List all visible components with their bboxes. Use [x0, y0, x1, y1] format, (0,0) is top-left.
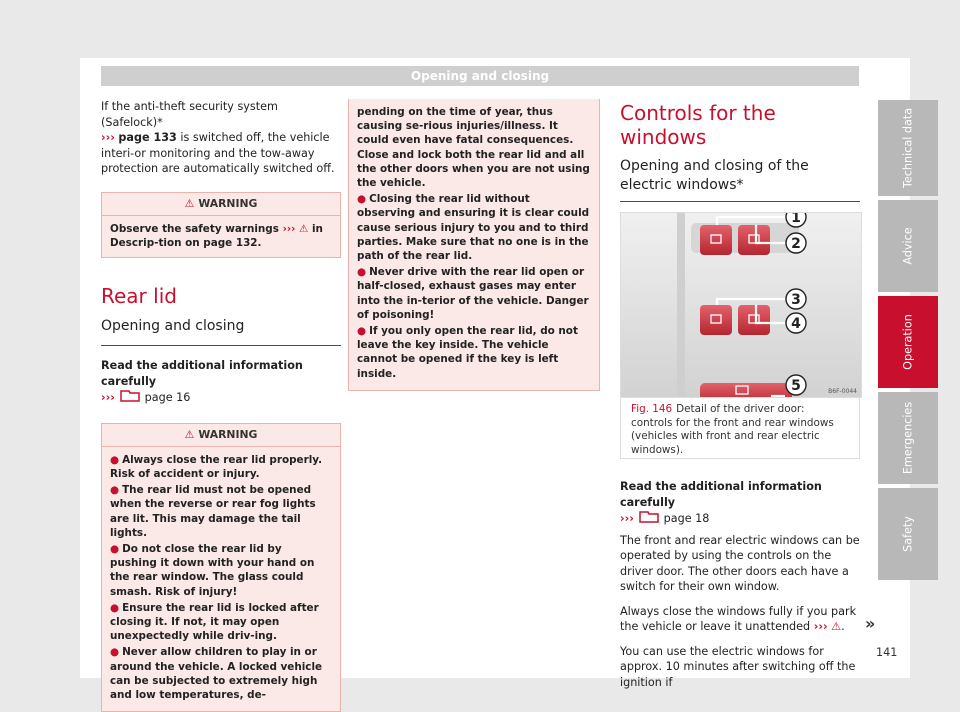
book-icon: [119, 389, 141, 403]
bullet-icon: ●: [110, 453, 120, 466]
warning-item: [110, 453, 332, 481]
warning-body: [102, 447, 340, 711]
warning-item-text: Always close the rear lid properly. Risk of accident or injury.: [110, 453, 323, 481]
read-more-text: Read the additional information carefully: [620, 480, 822, 509]
read-more-paragraph: [101, 358, 341, 406]
arrows-icon: ›››: [620, 512, 634, 525]
warning-item: [110, 542, 332, 599]
section-divider: [101, 345, 341, 346]
front-left-window-switch: [700, 225, 732, 255]
figure-caption-text: Detail of the driver door: controls for the front and rear windows (vehicles with front and rear electric windows).: [631, 403, 834, 456]
bullet-icon: ●: [110, 543, 120, 556]
body-paragraph-1: The front and rear electric windows can be operated by using the controls on the driver door. The other doors each have a switch for their own window.: [620, 533, 860, 593]
warning-box-1: [101, 192, 341, 259]
warning-header: [102, 193, 340, 216]
warning-item: [110, 483, 332, 540]
body-paragraph-2: Always close the windows fully if you park the vehicle or leave it unattended ››› ⚠.: [620, 604, 857, 633]
bullet-icon: ●: [110, 646, 120, 659]
read-more-paragraph: [620, 479, 860, 527]
warning-continued-text: pending on the time of year, thus causing se-rious injuries/illness. It could even have fatal consequences. Close and lock both the rear lid and all the other doors when you are not using the vehicle.: [357, 106, 590, 190]
window-controls-illustration: [621, 213, 861, 397]
warning-item-text: The rear lid must not be opened when the reverse or rear fog lights are lit. This may damage the tail lights.: [110, 484, 316, 539]
tab-advice[interactable]: Advice: [878, 200, 938, 292]
callout-1: 1: [791, 213, 801, 226]
warning-item: [110, 601, 332, 644]
figure-caption-box: [620, 398, 860, 459]
warning-triangle-icon: ⚠: [184, 427, 195, 441]
warning-text-a: Observe the safety warnings: [110, 222, 279, 235]
bullet-icon: ●: [357, 325, 367, 338]
body-paragraph-2-text: Always close the windows fully if you park the vehicle or leave it unattended: [620, 604, 857, 633]
bullet-icon: ●: [110, 601, 120, 614]
warning-title: WARNING: [198, 427, 258, 441]
figure-code: B6F-0044: [828, 388, 857, 395]
column-left: [101, 99, 341, 712]
rear-right-window-switch: [738, 305, 770, 335]
warning-body: [349, 99, 599, 390]
header-title: Opening and closing: [410, 69, 550, 83]
bullet-icon: ●: [357, 193, 367, 206]
callout-4: 4: [791, 316, 801, 332]
bullet-icon: ●: [357, 266, 367, 279]
warning-title: WARNING: [198, 196, 258, 210]
callout-2: 2: [791, 236, 801, 252]
bullet-icon: ●: [110, 484, 120, 497]
figure-caption: [621, 398, 859, 457]
warning-item: [357, 324, 591, 381]
warning-header: [102, 424, 340, 447]
page-reference-link[interactable]: page 133: [118, 131, 177, 144]
warning-item: [357, 265, 591, 322]
warning-text-b: in Descrip-tion on page 132.: [110, 222, 323, 249]
intro-paragraph: [101, 99, 341, 177]
column-right: [620, 99, 860, 690]
book-icon: [638, 510, 660, 524]
figure-label: Fig. 146: [631, 403, 673, 415]
warning-item-text: Never drive with the rear lid open or half-closed, exhaust gases may enter into the in-terior of the vehicle. Danger of poisoning!: [357, 266, 589, 321]
continue-icon: »: [865, 614, 876, 633]
section-title-windows: Controls for the windows: [620, 101, 776, 149]
tab-technical-data[interactable]: Technical data: [878, 100, 938, 196]
warning-item-text: Do not close the rear lid by pushing it down with your hand on the rear window. The glass could smash. Risk of injury!: [110, 543, 315, 598]
arrows-icon: ›››: [813, 620, 828, 633]
intro-text-b: is switched off, the vehicle interi-or monitoring and the tow-away protection are automatically switched off.: [101, 131, 335, 175]
intro-text-a: If the anti-theft security system (Safelock)*: [101, 100, 278, 129]
section-divider: [620, 201, 860, 202]
warning-item-text: Closing the rear lid without observing and ensuring it is clear could cause serious injury to you and to third parties. Make sure that no one is in the path of the rear lid.: [357, 193, 590, 263]
warning-box-continued: [348, 99, 600, 391]
page-reference-link[interactable]: page 18: [663, 512, 710, 525]
column-middle: [348, 99, 600, 391]
read-more-text: Read the additional information carefully: [101, 359, 303, 388]
warning-triangle-icon: ⚠: [299, 222, 309, 235]
arrows-icon: ›››: [282, 222, 296, 235]
warning-item-text: Never allow children to play in or around the vehicle. A locked vehicle can be subjected to extremely high and low temperatures, de-: [110, 646, 323, 702]
warning-item: [357, 192, 591, 263]
page-reference-link[interactable]: page 16: [144, 391, 191, 405]
page-header: [101, 66, 859, 86]
section-title-rear-lid: Rear lid: [101, 284, 177, 309]
tab-operation[interactable]: Operation: [878, 296, 938, 388]
body-paragraph-3: You can use the electric windows for approx. 10 minutes after switching off the ignition if: [620, 644, 856, 689]
tab-emergencies[interactable]: Emergencies: [878, 392, 938, 484]
warning-body: [102, 216, 340, 257]
page-number: 141: [876, 646, 898, 659]
callout-3: 3: [791, 292, 801, 308]
tab-safety[interactable]: Safety: [878, 488, 938, 580]
warning-item-text: Ensure the rear lid is locked after closing it. If not, it may open unexpectedly while driv-ing.: [110, 601, 319, 643]
arrows-icon: ›››: [101, 131, 115, 144]
warning-item: [110, 645, 332, 702]
section-subtitle: Opening and closing of the electric windows*: [620, 158, 809, 193]
callout-5: 5: [791, 378, 801, 394]
arrows-icon: ›››: [101, 391, 115, 405]
front-right-window-switch: [738, 225, 770, 255]
figure-window-controls: [620, 212, 862, 398]
warning-item-text: If you only open the rear lid, do not leave the key inside. The vehicle cannot be opened if the key is left inside.: [357, 325, 578, 380]
rear-left-window-switch: [700, 305, 732, 335]
section-subtitle: Opening and closing: [101, 318, 245, 335]
warning-box-2: [101, 423, 341, 712]
warning-triangle-icon: ⚠: [831, 620, 842, 633]
warning-triangle-icon: ⚠: [184, 196, 195, 210]
